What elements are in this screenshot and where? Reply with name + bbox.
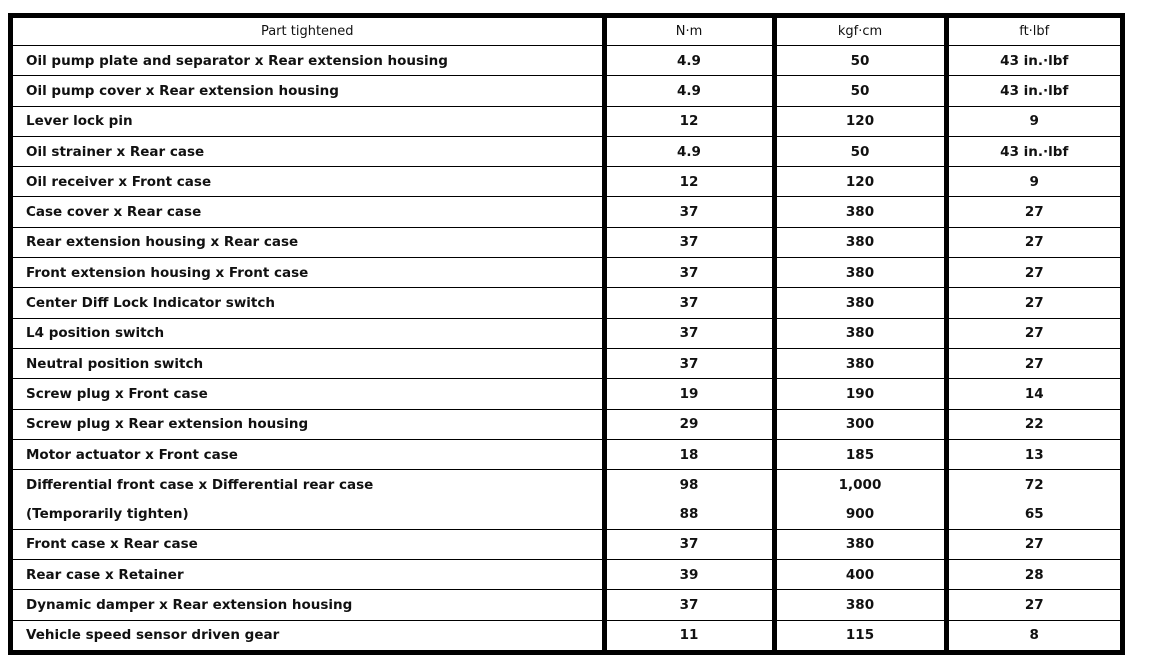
ftlbf-value: 9 <box>946 106 1120 136</box>
ftlbf-value: 27 <box>946 258 1120 288</box>
ftlbf-value: 27 <box>946 529 1120 559</box>
table-row <box>13 197 1120 227</box>
table-row <box>13 136 1120 166</box>
part-name: Vehicle speed sensor driven gear <box>26 627 280 644</box>
nm-value: 12 <box>604 167 774 197</box>
ftlbf-value: 14 <box>946 379 1120 409</box>
nm-value: 98 <box>604 470 774 500</box>
part-name: Screw plug x Front case <box>13 379 604 409</box>
part-name: Oil strainer x Rear case <box>13 136 604 166</box>
part-name: Screw plug x Rear extension housing <box>13 409 604 439</box>
table-row <box>13 590 1120 620</box>
kgfcm-value: 380 <box>774 197 946 227</box>
ftlbf-value: 72 <box>946 470 1120 500</box>
ftlbf-value: 13 <box>946 439 1120 469</box>
table-row <box>13 167 1120 197</box>
part-name: Lever lock pin <box>13 106 604 136</box>
ftlbf-value: 9 <box>946 167 1120 197</box>
nm-value: 4.9 <box>604 76 774 106</box>
kgfcm-value: 50 <box>774 46 946 76</box>
nm-value: 29 <box>604 409 774 439</box>
table-row <box>13 560 1120 590</box>
table-row <box>13 348 1120 378</box>
part-name: Front extension housing x Front case <box>13 258 604 288</box>
part-name: Oil receiver x Front case <box>13 167 604 197</box>
kgfcm-value: 300 <box>774 409 946 439</box>
part-name: Rear extension housing x Rear case <box>13 227 604 257</box>
table-row <box>13 409 1120 439</box>
nm-value: 11 <box>604 620 774 650</box>
kgfcm-value: 380 <box>774 258 946 288</box>
part-name: Motor actuator x Front case <box>13 439 604 469</box>
kgfcm-value: 185 <box>774 439 946 469</box>
part-name: Dynamic damper x Rear extension housing <box>13 590 604 620</box>
nm-value: 4.9 <box>604 46 774 76</box>
kgfcm-value: 380 <box>774 590 946 620</box>
table-row <box>13 318 1120 348</box>
ftlbf-value: 8 <box>946 620 1120 650</box>
kgfcm-value: 50 <box>774 136 946 166</box>
ftlbf-value: 27 <box>946 590 1120 620</box>
nm-value: 88 <box>604 499 774 529</box>
part-name: Center Diff Lock Indicator switch <box>13 288 604 318</box>
part-name: Oil pump cover x Rear extension housing <box>13 76 604 106</box>
nm-value: 19 <box>604 379 774 409</box>
kgfcm-value: 120 <box>774 167 946 197</box>
table-row <box>13 499 1120 529</box>
kgfcm-value: 50 <box>774 76 946 106</box>
table-header-row <box>13 18 1120 46</box>
part-name: Case cover x Rear case <box>13 197 604 227</box>
part-name: Differential front case x Differential rear case <box>26 476 374 493</box>
table-row <box>13 439 1120 469</box>
ftlbf-value: 43 in.·lbf <box>946 136 1120 166</box>
ftlbf-value: 27 <box>946 318 1120 348</box>
nm-value: 4.9 <box>604 136 774 166</box>
nm-value: 37 <box>604 227 774 257</box>
nm-value: 37 <box>604 258 774 288</box>
kgfcm-value: 1,000 <box>774 470 946 500</box>
part-name: Rear case x Retainer <box>13 560 604 590</box>
table-body <box>13 46 1120 650</box>
header-ftlbf: ft·lbf <box>946 18 1120 46</box>
kgfcm-value: 380 <box>774 318 946 348</box>
part-name: Neutral position switch <box>13 348 604 378</box>
ftlbf-value: 27 <box>946 348 1120 378</box>
nm-value: 39 <box>604 560 774 590</box>
part-name: Front case x Rear case <box>13 529 604 559</box>
ftlbf-value: 27 <box>946 227 1120 257</box>
header-part: Part tightened <box>13 18 604 46</box>
kgfcm-value: 900 <box>774 499 946 529</box>
part-name: L4 position switch <box>13 318 604 348</box>
nm-value: 12 <box>604 106 774 136</box>
kgfcm-value: 380 <box>774 348 946 378</box>
part-name: (Temporarily tighten) <box>13 499 604 529</box>
nm-value: 37 <box>604 318 774 348</box>
kgfcm-value: 380 <box>774 227 946 257</box>
torque-spec-sheet <box>8 13 1125 655</box>
kgfcm-value: 190 <box>774 379 946 409</box>
nm-value: 37 <box>604 348 774 378</box>
table-row <box>13 529 1120 559</box>
table-row <box>13 620 1120 650</box>
table-row <box>13 379 1120 409</box>
ftlbf-value: 22 <box>946 409 1120 439</box>
torque-table <box>13 18 1120 650</box>
kgfcm-value: 120 <box>774 106 946 136</box>
nm-value: 18 <box>604 439 774 469</box>
table-row <box>13 470 1120 500</box>
kgfcm-value: 380 <box>774 529 946 559</box>
table-row <box>13 258 1120 288</box>
header-kgfcm: kgf·cm <box>774 18 946 46</box>
table-row <box>13 76 1120 106</box>
nm-value: 37 <box>604 288 774 318</box>
kgfcm-value: 400 <box>774 560 946 590</box>
table-row <box>13 106 1120 136</box>
nm-value: 37 <box>604 529 774 559</box>
table-row <box>13 288 1120 318</box>
table-row <box>13 46 1120 76</box>
ftlbf-value: 27 <box>946 288 1120 318</box>
nm-value: 37 <box>604 197 774 227</box>
ftlbf-value: 43 in.·lbf <box>946 46 1120 76</box>
header-nm: N·m <box>604 18 774 46</box>
ftlbf-value: 65 <box>946 499 1120 529</box>
table-row <box>13 227 1120 257</box>
ftlbf-value: 28 <box>946 560 1120 590</box>
part-name: Oil pump plate and separator x Rear extension housing <box>13 46 604 76</box>
kgfcm-value: 380 <box>774 288 946 318</box>
ftlbf-value: 43 in.·lbf <box>946 76 1120 106</box>
kgfcm-value: 115 <box>774 620 946 650</box>
ftlbf-value: 27 <box>946 197 1120 227</box>
nm-value: 37 <box>604 590 774 620</box>
